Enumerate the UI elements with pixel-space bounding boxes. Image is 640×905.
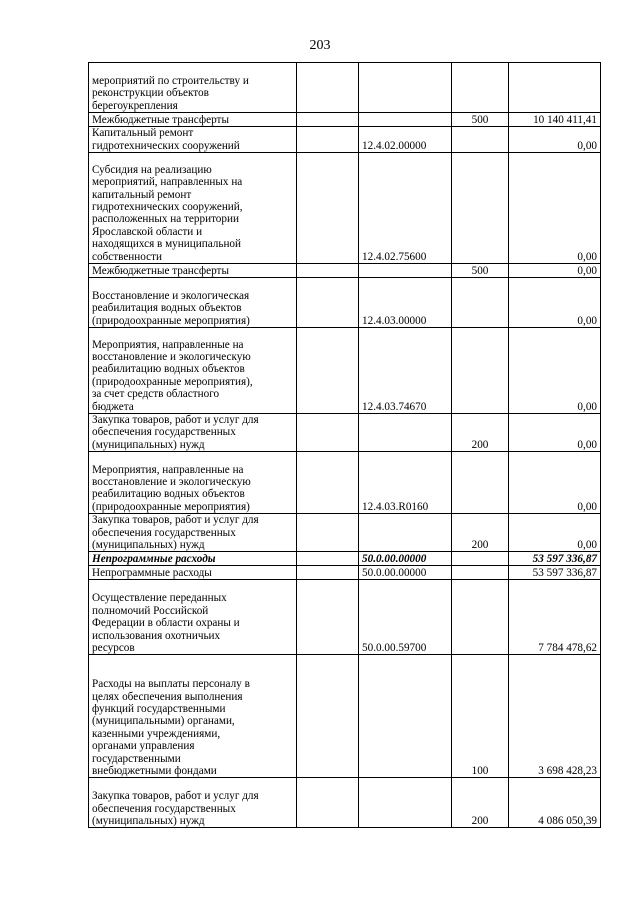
expense-type-text: 100 bbox=[471, 765, 489, 778]
target-article-cell bbox=[359, 127, 452, 153]
expense-type-cell bbox=[452, 514, 509, 552]
item-name-cell bbox=[89, 580, 297, 655]
amount-text: 53 597 336,87 bbox=[532, 553, 597, 566]
target-article-cell bbox=[359, 328, 452, 414]
expense-type-cell bbox=[452, 580, 509, 655]
item-name-text: Восстановление и экологическая реабилитация водных объектов (природоохранные мероприятия) bbox=[92, 289, 250, 327]
expense-type-cell bbox=[452, 113, 509, 127]
target-article-text: 50.0.00.59700 bbox=[362, 642, 427, 655]
target-article-text: 50.0.00.00000 bbox=[362, 567, 427, 580]
empty-cell bbox=[297, 514, 359, 552]
empty-cell bbox=[297, 414, 359, 452]
target-article-text: 12.4.02.75600 bbox=[362, 250, 427, 263]
amount-text: 10 140 411,41 bbox=[533, 113, 597, 126]
empty-cell bbox=[297, 63, 359, 113]
expense-type-cell bbox=[452, 264, 509, 278]
expense-type-cell bbox=[452, 566, 509, 580]
expense-type-cell bbox=[452, 778, 509, 828]
item-name-text: Закупка товаров, работ и услуг для обеспечения государственных (муниципальных) нужд bbox=[92, 790, 259, 828]
empty-cell bbox=[297, 127, 359, 153]
target-article-cell bbox=[359, 264, 452, 278]
expense-type-cell bbox=[452, 414, 509, 452]
empty-cell bbox=[297, 778, 359, 828]
item-name-cell bbox=[89, 113, 297, 127]
expense-type-text: 500 bbox=[471, 113, 489, 126]
amount-text: 0,00 bbox=[577, 539, 597, 552]
target-article-cell bbox=[359, 514, 452, 552]
target-article-cell bbox=[359, 778, 452, 828]
amount-text: 0,00 bbox=[577, 139, 597, 152]
amount-text: 0,00 bbox=[577, 264, 597, 277]
item-name-cell bbox=[89, 127, 297, 153]
target-article-cell bbox=[359, 452, 452, 514]
item-name-cell bbox=[89, 552, 297, 566]
expense-type-text: 200 bbox=[471, 539, 489, 552]
target-article-text: 12.4.03.00000 bbox=[362, 314, 427, 327]
expense-type-cell bbox=[452, 63, 509, 113]
table-row bbox=[89, 153, 601, 264]
item-name-cell bbox=[89, 63, 297, 113]
item-name-cell bbox=[89, 566, 297, 580]
expense-type-cell bbox=[452, 655, 509, 778]
item-name-cell bbox=[89, 655, 297, 778]
target-article-cell bbox=[359, 580, 452, 655]
amount-cell bbox=[509, 452, 601, 514]
page-number: 203 bbox=[309, 38, 331, 53]
amount-cell bbox=[509, 655, 601, 778]
amount-text: 0,00 bbox=[577, 250, 597, 263]
table-row bbox=[89, 414, 601, 452]
budget-table bbox=[88, 62, 601, 828]
expense-type-cell bbox=[452, 153, 509, 264]
expense-type-cell bbox=[452, 552, 509, 566]
target-article-text: 12.4.02.00000 bbox=[362, 139, 427, 152]
target-article-cell bbox=[359, 113, 452, 127]
item-name-cell bbox=[89, 778, 297, 828]
amount-text: 0,00 bbox=[577, 314, 597, 327]
table-row bbox=[89, 778, 601, 828]
expense-type-text: 500 bbox=[471, 264, 489, 277]
expense-type-cell bbox=[452, 127, 509, 153]
amount-text: 0,00 bbox=[577, 438, 597, 451]
item-name-text: Непрограммные расходы bbox=[92, 553, 216, 566]
empty-cell bbox=[297, 580, 359, 655]
target-article-text: 50.0.00.00000 bbox=[362, 553, 427, 566]
item-name-text: Межбюджетные трансферты bbox=[92, 113, 229, 126]
expense-type-text: 200 bbox=[471, 815, 489, 828]
target-article-cell bbox=[359, 566, 452, 580]
empty-cell bbox=[297, 655, 359, 778]
amount-cell bbox=[509, 278, 601, 328]
amount-cell bbox=[509, 566, 601, 580]
target-article-cell bbox=[359, 655, 452, 778]
item-name-cell bbox=[89, 414, 297, 452]
table-row bbox=[89, 655, 601, 778]
target-article-cell bbox=[359, 278, 452, 328]
item-name-cell bbox=[89, 153, 297, 264]
target-article-cell bbox=[359, 153, 452, 264]
amount-cell bbox=[509, 328, 601, 414]
empty-cell bbox=[297, 328, 359, 414]
empty-cell bbox=[297, 278, 359, 328]
item-name-text: Расходы на выплаты персоналу в целях обеспечения выполнения функций государственными (муниципальными) органами, казенными учреждениями, органами управления государственными внебюджетными фондами bbox=[92, 678, 250, 778]
expense-type-cell bbox=[452, 452, 509, 514]
empty-cell bbox=[297, 552, 359, 566]
empty-cell bbox=[297, 566, 359, 580]
empty-cell bbox=[297, 264, 359, 278]
item-name-text: Непрограммные расходы bbox=[92, 567, 212, 580]
table-row bbox=[89, 566, 601, 580]
amount-cell bbox=[509, 414, 601, 452]
item-name-cell bbox=[89, 514, 297, 552]
table-row bbox=[89, 514, 601, 552]
item-name-text: Межбюджетные трансферты bbox=[92, 264, 229, 277]
amount-text: 4 086 050,39 bbox=[538, 815, 597, 828]
table-row bbox=[89, 452, 601, 514]
item-name-text: Закупка товаров, работ и услуг для обеспечения государственных (муниципальных) нужд bbox=[92, 414, 259, 451]
table-row bbox=[89, 278, 601, 328]
empty-cell bbox=[297, 113, 359, 127]
expense-type-cell bbox=[452, 328, 509, 414]
item-name-text: Капитальный ремонт гидротехнических сооружений bbox=[92, 127, 240, 152]
table-row bbox=[89, 264, 601, 278]
target-article-cell bbox=[359, 414, 452, 452]
table-row bbox=[89, 580, 601, 655]
item-name-text: Мероприятия, направленные на восстановление и экологическую реабилитацию водных объектов (природоохранные мероприятия), за счет средств областного бюджета bbox=[92, 338, 253, 413]
amount-cell bbox=[509, 264, 601, 278]
item-name-text: Мероприятия, направленные на восстановление и экологическую реабилитацию водных объектов (природоохранные мероприятия) bbox=[92, 463, 251, 513]
empty-cell bbox=[297, 452, 359, 514]
target-article-text: 12.4.03.74670 bbox=[362, 400, 427, 413]
item-name-cell bbox=[89, 452, 297, 514]
table-row bbox=[89, 328, 601, 414]
amount-cell bbox=[509, 63, 601, 113]
amount-cell bbox=[509, 552, 601, 566]
table-row bbox=[89, 552, 601, 566]
amount-text: 53 597 336,87 bbox=[532, 567, 597, 580]
item-name-cell bbox=[89, 264, 297, 278]
amount-cell bbox=[509, 127, 601, 153]
item-name-text: Субсидия на реализацию мероприятий, направленных на капитальный ремонт гидротехнических сооружений, расположенных на территории Ярославской области и находящихся в муниципальной собственности bbox=[92, 163, 243, 263]
target-article-cell bbox=[359, 63, 452, 113]
amount-text: 0,00 bbox=[577, 400, 597, 413]
budget-table-body bbox=[89, 63, 601, 828]
item-name-cell bbox=[89, 278, 297, 328]
table-row bbox=[89, 63, 601, 113]
item-name-cell bbox=[89, 328, 297, 414]
amount-cell bbox=[509, 514, 601, 552]
table-row bbox=[89, 113, 601, 127]
amount-text: 7 784 478,62 bbox=[538, 642, 597, 655]
empty-cell bbox=[297, 153, 359, 264]
amount-cell bbox=[509, 580, 601, 655]
table-row bbox=[89, 127, 601, 153]
amount-text: 3 698 428,23 bbox=[538, 765, 597, 778]
target-article-cell bbox=[359, 552, 452, 566]
expense-type-text: 200 bbox=[471, 438, 489, 451]
target-article-text: 12.4.03.R0160 bbox=[362, 500, 429, 513]
amount-cell bbox=[509, 153, 601, 264]
item-name-text: Осуществление переданных полномочий Российской Федерации в области охраны и использования охотничьих ресурсов bbox=[92, 592, 240, 655]
amount-text: 0,00 bbox=[577, 500, 597, 513]
amount-cell bbox=[509, 778, 601, 828]
item-name-text: Закупка товаров, работ и услуг для обеспечения государственных (муниципальных) нужд bbox=[92, 514, 259, 552]
item-name-text: мероприятий по строительству и реконструкции объектов берегоукрепления bbox=[92, 74, 249, 112]
amount-cell bbox=[509, 113, 601, 127]
expense-type-cell bbox=[452, 278, 509, 328]
